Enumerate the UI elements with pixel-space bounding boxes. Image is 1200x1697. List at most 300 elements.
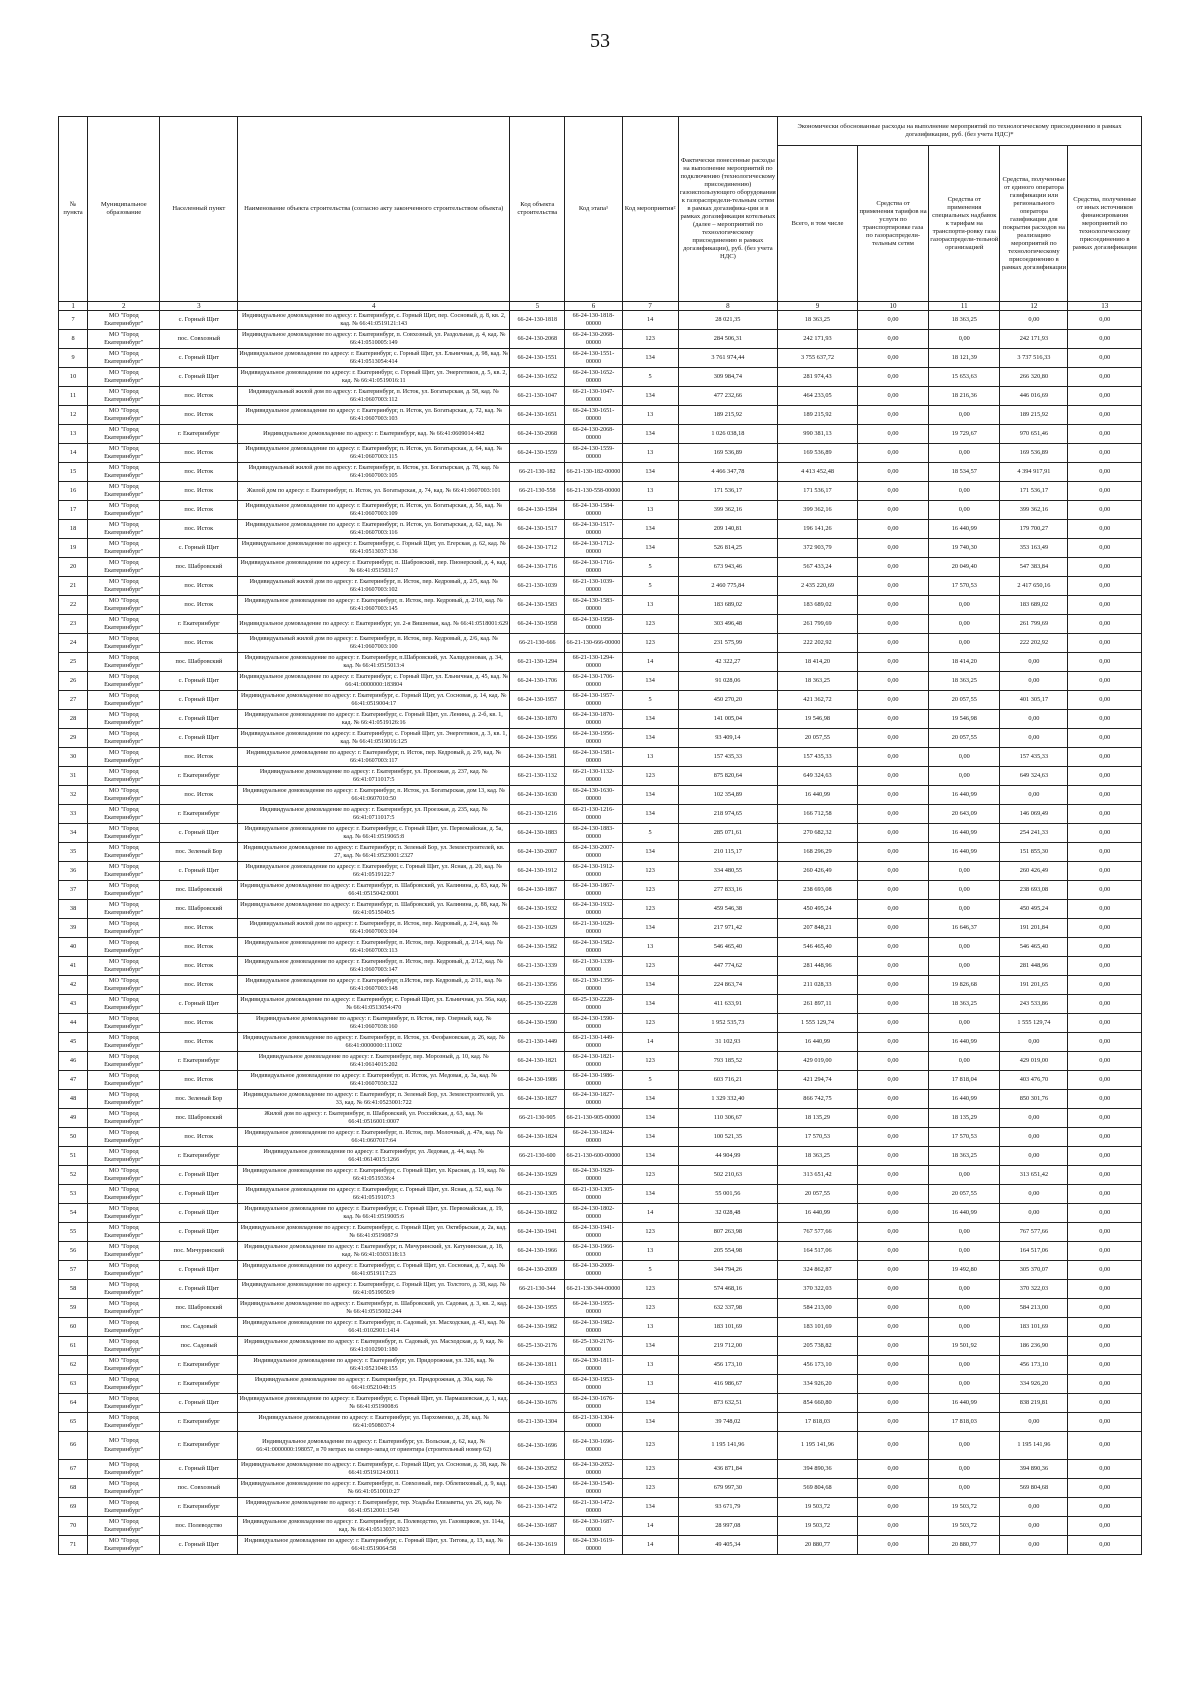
total-costs-cell: 18 363,25 [778,311,858,330]
row-number: 57 [59,1261,88,1280]
table-row [59,1498,1142,1517]
surcharge-funds-cell: 16 440,99 [929,1204,1000,1223]
table-row [59,805,1142,824]
object-address-cell: Индивидуальное домовладение по адресу: г. Екатеринбург, п. Исток, ул. Богатырская, д. 64, кад. № 66:41:0607003:115 [238,444,510,463]
tariff-funds-cell: 0,00 [857,1071,928,1090]
municipality-cell: МО "Город Екатеринбург" [88,1356,160,1375]
event-code-cell: 134 [622,995,678,1014]
stage-code-cell: 66-21-130-1449-00000 [565,1033,622,1052]
tariff-funds-cell: 0,00 [857,1147,928,1166]
row-number: 38 [59,900,88,919]
event-code-cell: 14 [622,653,678,672]
object-code-cell: 66-24-130-1883 [510,824,565,843]
table-row [59,843,1142,862]
actual-costs-cell: 44 904,99 [678,1147,777,1166]
table-row [59,653,1142,672]
tariff-funds-cell: 0,00 [857,615,928,634]
table-row [59,672,1142,691]
object-code-cell: 66-21-130-1047 [510,387,565,406]
other-funds-cell: 0,00 [1068,368,1142,387]
object-code-cell: 66-21-130-1339 [510,957,565,976]
table-row [59,1356,1142,1375]
municipality-cell: МО "Город Екатеринбург" [88,444,160,463]
total-costs-cell: 164 517,06 [778,1242,858,1261]
table-container [58,116,1142,1555]
total-costs-cell: 16 440,99 [778,1204,858,1223]
settlement-cell: пос. Совхозный [160,330,238,349]
surcharge-funds-cell: 19 503,72 [929,1517,1000,1536]
settlement-cell: с. Горный Щит [160,368,238,387]
other-funds-cell: 0,00 [1068,824,1142,843]
row-number: 54 [59,1204,88,1223]
stage-code-cell: 66-24-130-1517-00000 [565,520,622,539]
surcharge-funds-cell: 0,00 [929,330,1000,349]
total-costs-cell: 854 660,80 [778,1394,858,1413]
other-funds-cell: 0,00 [1068,1536,1142,1555]
object-address-cell: Индивидуальное домовладение по адресу: г. Екатеринбург, с. Горный Щит, ул. Титова, д. 13, кад. № 66:41:0519064:58 [238,1536,510,1555]
total-costs-cell: 281 974,43 [778,368,858,387]
row-number: 30 [59,748,88,767]
settlement-cell: пос. Шабровский [160,653,238,672]
operator-funds-cell: 403 476,70 [1000,1071,1068,1090]
total-costs-cell: 270 682,32 [778,824,858,843]
stage-code-cell: 66-24-130-1712-00000 [565,539,622,558]
total-costs-cell: 394 890,36 [778,1460,858,1479]
surcharge-funds-cell: 0,00 [929,1242,1000,1261]
total-costs-cell: 211 028,33 [778,976,858,995]
total-costs-cell: 261 799,69 [778,615,858,634]
row-number: 52 [59,1166,88,1185]
header-source-other: Средства, полученные от иных источников финансирования мероприятий по технологическому присоединению в рамках догазификации [1068,146,1142,302]
operator-funds-cell: 0,00 [1000,1147,1068,1166]
operator-funds-cell: 334 926,20 [1000,1375,1068,1394]
actual-costs-cell: 277 833,16 [678,881,777,900]
object-address-cell: Жилой дом по адресу: г. Екатеринбург, п. Шабровский, ул. Российская, д. 63, кад. № 66:41:0516001:0007 [238,1109,510,1128]
table-row [59,1223,1142,1242]
object-address-cell: Индивидуальное домовладение по адресу: г. Екатеринбург, п. Садовый, ул. Масходская, д. 43, кад. № 66:41:0102901:1414 [238,1318,510,1337]
object-address-cell: Индивидуальное домовладение по адресу: г. Екатеринбург, п. Исток, ул. Богатырская, д. 72, кад. № 66:41:0607003:103 [238,406,510,425]
object-code-cell: 66-24-130-1953 [510,1375,565,1394]
tariff-funds-cell: 0,00 [857,1299,928,1318]
stage-code-cell: 66-24-130-2068-00000 [565,425,622,444]
table-row [59,1394,1142,1413]
stage-code-cell: 66-24-130-1955-00000 [565,1299,622,1318]
operator-funds-cell: 1 195 141,96 [1000,1432,1068,1460]
total-costs-cell: 20 057,55 [778,1185,858,1204]
actual-costs-cell: 875 820,64 [678,767,777,786]
surcharge-funds-cell: 0,00 [929,862,1000,881]
total-costs-cell: 20 057,55 [778,729,858,748]
total-costs-cell: 168 296,29 [778,843,858,862]
operator-funds-cell: 305 370,07 [1000,1261,1068,1280]
row-number: 34 [59,824,88,843]
event-code-cell: 5 [622,368,678,387]
tariff-funds-cell: 0,00 [857,710,928,729]
table-row [59,634,1142,653]
other-funds-cell: 0,00 [1068,995,1142,1014]
municipality-cell: МО "Город Екатеринбург" [88,1460,160,1479]
tariff-funds-cell: 0,00 [857,387,928,406]
settlement-cell: с. Горный Щит [160,824,238,843]
object-address-cell: Индивидуальное домовладение по адресу: г. Екатеринбург, п. Шабровский, ул. Калинина, д. 83, кад. № 66:41:0515042:0001 [238,881,510,900]
stage-code-cell: 66-24-130-1821-00000 [565,1052,622,1071]
object-address-cell: Индивидуальное домовладение по адресу: г. Екатеринбург, ул. Придорожная, д. 30а, кад. № 66:41:0521048:15 [238,1375,510,1394]
other-funds-cell: 0,00 [1068,1517,1142,1536]
municipality-cell: МО "Город Екатеринбург" [88,1071,160,1090]
row-number: 68 [59,1479,88,1498]
tariff-funds-cell: 0,00 [857,1432,928,1460]
row-number: 58 [59,1280,88,1299]
other-funds-cell: 0,00 [1068,691,1142,710]
row-number: 71 [59,1536,88,1555]
header-total: Всего, в том числе [778,146,858,302]
row-number: 8 [59,330,88,349]
actual-costs-cell: 91 028,06 [678,672,777,691]
municipality-cell: МО "Город Екатеринбург" [88,501,160,520]
actual-costs-cell: 218 974,65 [678,805,777,824]
header-source-operator: Средства, полученные от единого оператора газификации или регионального оператора газификации для покрытия расходов на реализацию мероприятий по технологическому присоединению в рамках догазификации [1000,146,1068,302]
municipality-cell: МО "Город Екатеринбург" [88,767,160,786]
tariff-funds-cell: 0,00 [857,786,928,805]
municipality-cell: МО "Город Екатеринбург" [88,1432,160,1460]
row-number: 63 [59,1375,88,1394]
object-code-cell: 66-24-130-1630 [510,786,565,805]
operator-funds-cell: 238 693,08 [1000,881,1068,900]
settlement-cell: г. Екатеринбург [160,1052,238,1071]
tariff-funds-cell: 0,00 [857,1536,928,1555]
stage-code-cell: 66-24-130-1676-00000 [565,1394,622,1413]
operator-funds-cell: 838 219,81 [1000,1394,1068,1413]
header-num: № пункта [59,117,88,302]
municipality-cell: МО "Город Екатеринбург" [88,900,160,919]
operator-funds-cell: 0,00 [1000,311,1068,330]
actual-costs-cell: 3 761 974,44 [678,349,777,368]
row-number: 25 [59,653,88,672]
row-number: 66 [59,1432,88,1460]
table-row [59,957,1142,976]
object-code-cell: 66-24-130-1941 [510,1223,565,1242]
row-number: 32 [59,786,88,805]
settlement-cell: г. Екатеринбург [160,425,238,444]
total-costs-cell: 196 141,26 [778,520,858,539]
operator-funds-cell: 584 213,00 [1000,1299,1068,1318]
object-code-cell: 66-21-130-1039 [510,577,565,596]
tariff-funds-cell: 0,00 [857,558,928,577]
object-address-cell: Индивидуальное домовладение по адресу: г. Екатеринбург, п. Шабровский, пер. Пионерский, д. 4, кад. № 66:41:0515031:7 [238,558,510,577]
other-funds-cell: 0,00 [1068,843,1142,862]
settlement-cell: пос. Зеленый Бор [160,843,238,862]
other-funds-cell: 0,00 [1068,501,1142,520]
tariff-funds-cell: 0,00 [857,311,928,330]
object-address-cell: Индивидуальное домовладение по адресу: г. Екатеринбург, п. Исток, пер. Кедровый, д. 2/12, кад. № 66:41:0607003:147 [238,957,510,976]
total-costs-cell: 207 848,21 [778,919,858,938]
stage-code-cell: 66-24-130-1619-00000 [565,1536,622,1555]
stage-code-cell: 66-21-130-666-00000 [565,634,622,653]
municipality-cell: МО "Город Екатеринбург" [88,1147,160,1166]
settlement-cell: с. Горный Щит [160,1185,238,1204]
total-costs-cell: 421 294,74 [778,1071,858,1090]
actual-costs-cell: 399 362,16 [678,501,777,520]
settlement-cell: г. Екатеринбург [160,767,238,786]
actual-costs-cell: 334 480,55 [678,862,777,881]
total-costs-cell: 421 362,72 [778,691,858,710]
tariff-funds-cell: 0,00 [857,1204,928,1223]
other-funds-cell: 0,00 [1068,919,1142,938]
settlement-cell: с. Горный Щит [160,729,238,748]
municipality-cell: МО "Город Екатеринбург" [88,482,160,501]
tariff-funds-cell: 0,00 [857,1337,928,1356]
table-row [59,881,1142,900]
operator-funds-cell: 394 890,36 [1000,1460,1068,1479]
surcharge-funds-cell: 0,00 [929,615,1000,634]
row-number: 56 [59,1242,88,1261]
actual-costs-cell: 416 986,67 [678,1375,777,1394]
operator-funds-cell: 767 577,66 [1000,1223,1068,1242]
total-costs-cell: 399 362,16 [778,501,858,520]
actual-costs-cell: 546 465,40 [678,938,777,957]
table-row [59,1432,1142,1460]
operator-funds-cell: 370 322,03 [1000,1280,1068,1299]
object-code-cell: 66-25-130-2228 [510,995,565,1014]
event-code-cell: 123 [622,957,678,976]
surcharge-funds-cell: 18 363,25 [929,672,1000,691]
stage-code-cell: 66-24-130-1958-00000 [565,615,622,634]
event-code-cell: 134 [622,729,678,748]
header-actual-costs: Фактически понесенные расходы на выполнение мероприятий по подключению (технологическому присоединению) газоиспользующего оборудования к газораспредели-тельным сетям в рамках догазифика-ции и в рамках догазификация котельных (далее – мероприятий по технологическому присоединению в рамках догазификации), руб. (без учета НДС) [678,117,777,302]
total-costs-cell: 238 693,08 [778,881,858,900]
object-code-cell: 66-24-130-1955 [510,1299,565,1318]
table-row [59,1052,1142,1071]
table-row [59,1147,1142,1166]
object-address-cell: Индивидуальное домовладение по адресу: г. Екатеринбург, п. Совхозный, пер. Облепиховый, д. 9, кад. № 66:41:0510010:27 [238,1479,510,1498]
operator-funds-cell: 0,00 [1000,1536,1068,1555]
other-funds-cell: 0,00 [1068,938,1142,957]
surcharge-funds-cell: 0,00 [929,596,1000,615]
object-code-cell: 66-21-130-1356 [510,976,565,995]
operator-funds-cell: 222 202,92 [1000,634,1068,653]
event-code-cell: 13 [622,444,678,463]
row-number: 50 [59,1128,88,1147]
operator-funds-cell: 191 201,84 [1000,919,1068,938]
surcharge-funds-cell: 20 057,55 [929,1185,1000,1204]
row-number: 14 [59,444,88,463]
operator-funds-cell: 547 383,84 [1000,558,1068,577]
municipality-cell: МО "Город Екатеринбург" [88,1128,160,1147]
operator-funds-cell: 0,00 [1000,729,1068,748]
tariff-funds-cell: 0,00 [857,1052,928,1071]
object-code-cell: 66-24-130-1590 [510,1014,565,1033]
municipality-cell: МО "Город Екатеринбург" [88,634,160,653]
municipality-cell: МО "Город Екатеринбург" [88,1090,160,1109]
object-code-cell: 66-21-130-666 [510,634,565,653]
row-number: 39 [59,919,88,938]
tariff-funds-cell: 0,00 [857,748,928,767]
operator-funds-cell: 281 448,96 [1000,957,1068,976]
operator-funds-cell: 0,00 [1000,672,1068,691]
event-code-cell: 14 [622,1517,678,1536]
event-code-cell: 134 [622,805,678,824]
surcharge-funds-cell: 0,00 [929,1014,1000,1033]
operator-funds-cell: 171 536,17 [1000,482,1068,501]
table-row [59,330,1142,349]
settlement-cell: с. Горный Щит [160,1280,238,1299]
operator-funds-cell: 266 320,80 [1000,368,1068,387]
actual-costs-cell: 169 536,89 [678,444,777,463]
operator-funds-cell: 399 362,16 [1000,501,1068,520]
event-code-cell: 13 [622,748,678,767]
total-costs-cell: 429 019,00 [778,1052,858,1071]
settlement-cell: пос. Исток [160,976,238,995]
object-address-cell: Индивидуальное домовладение по адресу: г. Екатеринбург, с. Горный Щит, ул. Ельничная, д. 45, кад. № 66:41:0000000:183804 [238,672,510,691]
table-row [59,615,1142,634]
event-code-cell: 5 [622,1261,678,1280]
object-address-cell: Индивидуальное домовладение по адресу: г. Екатеринбург, ул. Проезжая, д. 237, кад. № 66:41:0711017:5 [238,767,510,786]
settlement-cell: с. Горный Щит [160,672,238,691]
other-funds-cell: 0,00 [1068,862,1142,881]
object-code-cell: 66-24-130-1912 [510,862,565,881]
tariff-funds-cell: 0,00 [857,1033,928,1052]
operator-funds-cell: 0,00 [1000,786,1068,805]
event-code-cell: 134 [622,520,678,539]
total-costs-cell: 324 862,87 [778,1261,858,1280]
event-code-cell: 123 [622,1479,678,1498]
surcharge-funds-cell: 16 440,99 [929,1090,1000,1109]
table-row [59,995,1142,1014]
total-costs-cell: 990 381,13 [778,425,858,444]
municipality-cell: МО "Город Екатеринбург" [88,539,160,558]
stage-code-cell: 66-24-130-1929-00000 [565,1166,622,1185]
tariff-funds-cell: 0,00 [857,995,928,1014]
object-code-cell: 66-24-130-1867 [510,881,565,900]
tariff-funds-cell: 0,00 [857,1498,928,1517]
surcharge-funds-cell: 18 414,20 [929,653,1000,672]
settlement-cell: пос. Исток [160,634,238,653]
operator-funds-cell: 3 737 516,33 [1000,349,1068,368]
row-number: 55 [59,1223,88,1242]
object-code-cell: 66-24-130-1824 [510,1128,565,1147]
municipality-cell: МО "Город Екатеринбург" [88,1375,160,1394]
tariff-funds-cell: 0,00 [857,881,928,900]
settlement-cell: пос. Исток [160,1014,238,1033]
surcharge-funds-cell: 15 653,63 [929,368,1000,387]
settlement-cell: пос. Исток [160,444,238,463]
municipality-cell: МО "Город Екатеринбург" [88,1337,160,1356]
tariff-funds-cell: 0,00 [857,919,928,938]
event-code-cell: 14 [622,1536,678,1555]
surcharge-funds-cell: 0,00 [929,1318,1000,1337]
total-costs-cell: 18 414,20 [778,653,858,672]
settlement-cell: пос. Шабровский [160,881,238,900]
column-number: 11 [929,302,1000,311]
municipality-cell: МО "Город Екатеринбург" [88,368,160,387]
event-code-cell: 14 [622,311,678,330]
actual-costs-cell: 436 871,84 [678,1460,777,1479]
settlement-cell: пос. Шабровский [160,1299,238,1318]
tariff-funds-cell: 0,00 [857,1318,928,1337]
operator-funds-cell: 0,00 [1000,1185,1068,1204]
table-row [59,729,1142,748]
operator-funds-cell: 0,00 [1000,1109,1068,1128]
total-costs-cell: 189 215,92 [778,406,858,425]
event-code-cell: 123 [622,1299,678,1318]
other-funds-cell: 0,00 [1068,406,1142,425]
tariff-funds-cell: 0,00 [857,1109,928,1128]
object-code-cell: 66-24-130-1559 [510,444,565,463]
row-number: 41 [59,957,88,976]
event-code-cell: 123 [622,862,678,881]
object-address-cell: Индивидуальное домовладение по адресу: г. Екатеринбург, п. Садовый, ул. Масходская, д. 9, кад. № 66:41:0102901:180 [238,1337,510,1356]
surcharge-funds-cell: 0,00 [929,900,1000,919]
object-address-cell: Индивидуальное домовладение по адресу: г. Екатеринбург, п. Исток, пер. Кедровый, д. 2/14, кад. № 66:41:0607003:113 [238,938,510,957]
object-code-cell: 66-21-130-600 [510,1147,565,1166]
table-row [59,938,1142,957]
table-row [59,1090,1142,1109]
surcharge-funds-cell: 19 492,80 [929,1261,1000,1280]
stage-code-cell: 66-24-130-1966-00000 [565,1242,622,1261]
stage-code-cell: 66-24-130-1982-00000 [565,1318,622,1337]
stage-code-cell: 66-21-130-1304-00000 [565,1413,622,1432]
tariff-funds-cell: 0,00 [857,1280,928,1299]
column-number: 9 [778,302,858,311]
row-number: 24 [59,634,88,653]
column-numbers-row [59,302,1142,311]
row-number: 20 [59,558,88,577]
settlement-cell: пос. Мичуринский [160,1242,238,1261]
stage-code-cell: 66-24-130-1802-00000 [565,1204,622,1223]
actual-costs-cell: 183 689,02 [678,596,777,615]
event-code-cell: 123 [622,767,678,786]
object-address-cell: Индивидуальное домовладение по адресу: г. Екатеринбург, с. Горный Щит, пер. Сосновый, д. 8, кв. 2, кад. № 66:41:0519121:143 [238,311,510,330]
stage-code-cell: 66-24-130-1870-00000 [565,710,622,729]
object-code-cell: 66-24-130-1821 [510,1052,565,1071]
object-address-cell: Индивидуальное домовладение по адресу: г. Екатеринбург, с. Горный Щит, ул. Ленина, д. 2-б, кв. 1, кад. № 66:41:0519126:16 [238,710,510,729]
table-row [59,1014,1142,1033]
municipality-cell: МО "Город Екатеринбург" [88,577,160,596]
operator-funds-cell: 183 101,69 [1000,1318,1068,1337]
stage-code-cell: 66-24-130-2007-00000 [565,843,622,862]
operator-funds-cell: 0,00 [1000,1204,1068,1223]
tariff-funds-cell: 0,00 [857,1375,928,1394]
row-number: 46 [59,1052,88,1071]
row-number: 43 [59,995,88,1014]
surcharge-funds-cell: 19 503,72 [929,1498,1000,1517]
stage-code-cell: 66-24-130-1687-00000 [565,1517,622,1536]
row-number: 47 [59,1071,88,1090]
total-costs-cell: 4 413 452,48 [778,463,858,482]
gasification-table [58,116,1142,1555]
actual-costs-cell: 183 101,69 [678,1318,777,1337]
tariff-funds-cell: 0,00 [857,463,928,482]
other-funds-cell: 0,00 [1068,539,1142,558]
municipality-cell: МО "Город Екатеринбург" [88,520,160,539]
tariff-funds-cell: 0,00 [857,1460,928,1479]
municipality-cell: МО "Город Екатеринбург" [88,824,160,843]
settlement-cell: г. Екатеринбург [160,1498,238,1517]
total-costs-cell: 3 755 637,72 [778,349,858,368]
actual-costs-cell: 447 774,62 [678,957,777,976]
settlement-cell: с. Горный Щит [160,311,238,330]
actual-costs-cell: 189 215,92 [678,406,777,425]
other-funds-cell: 0,00 [1068,729,1142,748]
actual-costs-cell: 42 322,27 [678,653,777,672]
header-settlement: Населенный пункт [160,117,238,302]
object-code-cell: 66-24-130-1583 [510,596,565,615]
table-row [59,1517,1142,1536]
settlement-cell: с. Горный Щит [160,691,238,710]
settlement-cell: пос. Исток [160,387,238,406]
header-object: Наименование объекта строительства (согласно акту законченного строительством объекта) [238,117,510,302]
other-funds-cell: 0,00 [1068,900,1142,919]
